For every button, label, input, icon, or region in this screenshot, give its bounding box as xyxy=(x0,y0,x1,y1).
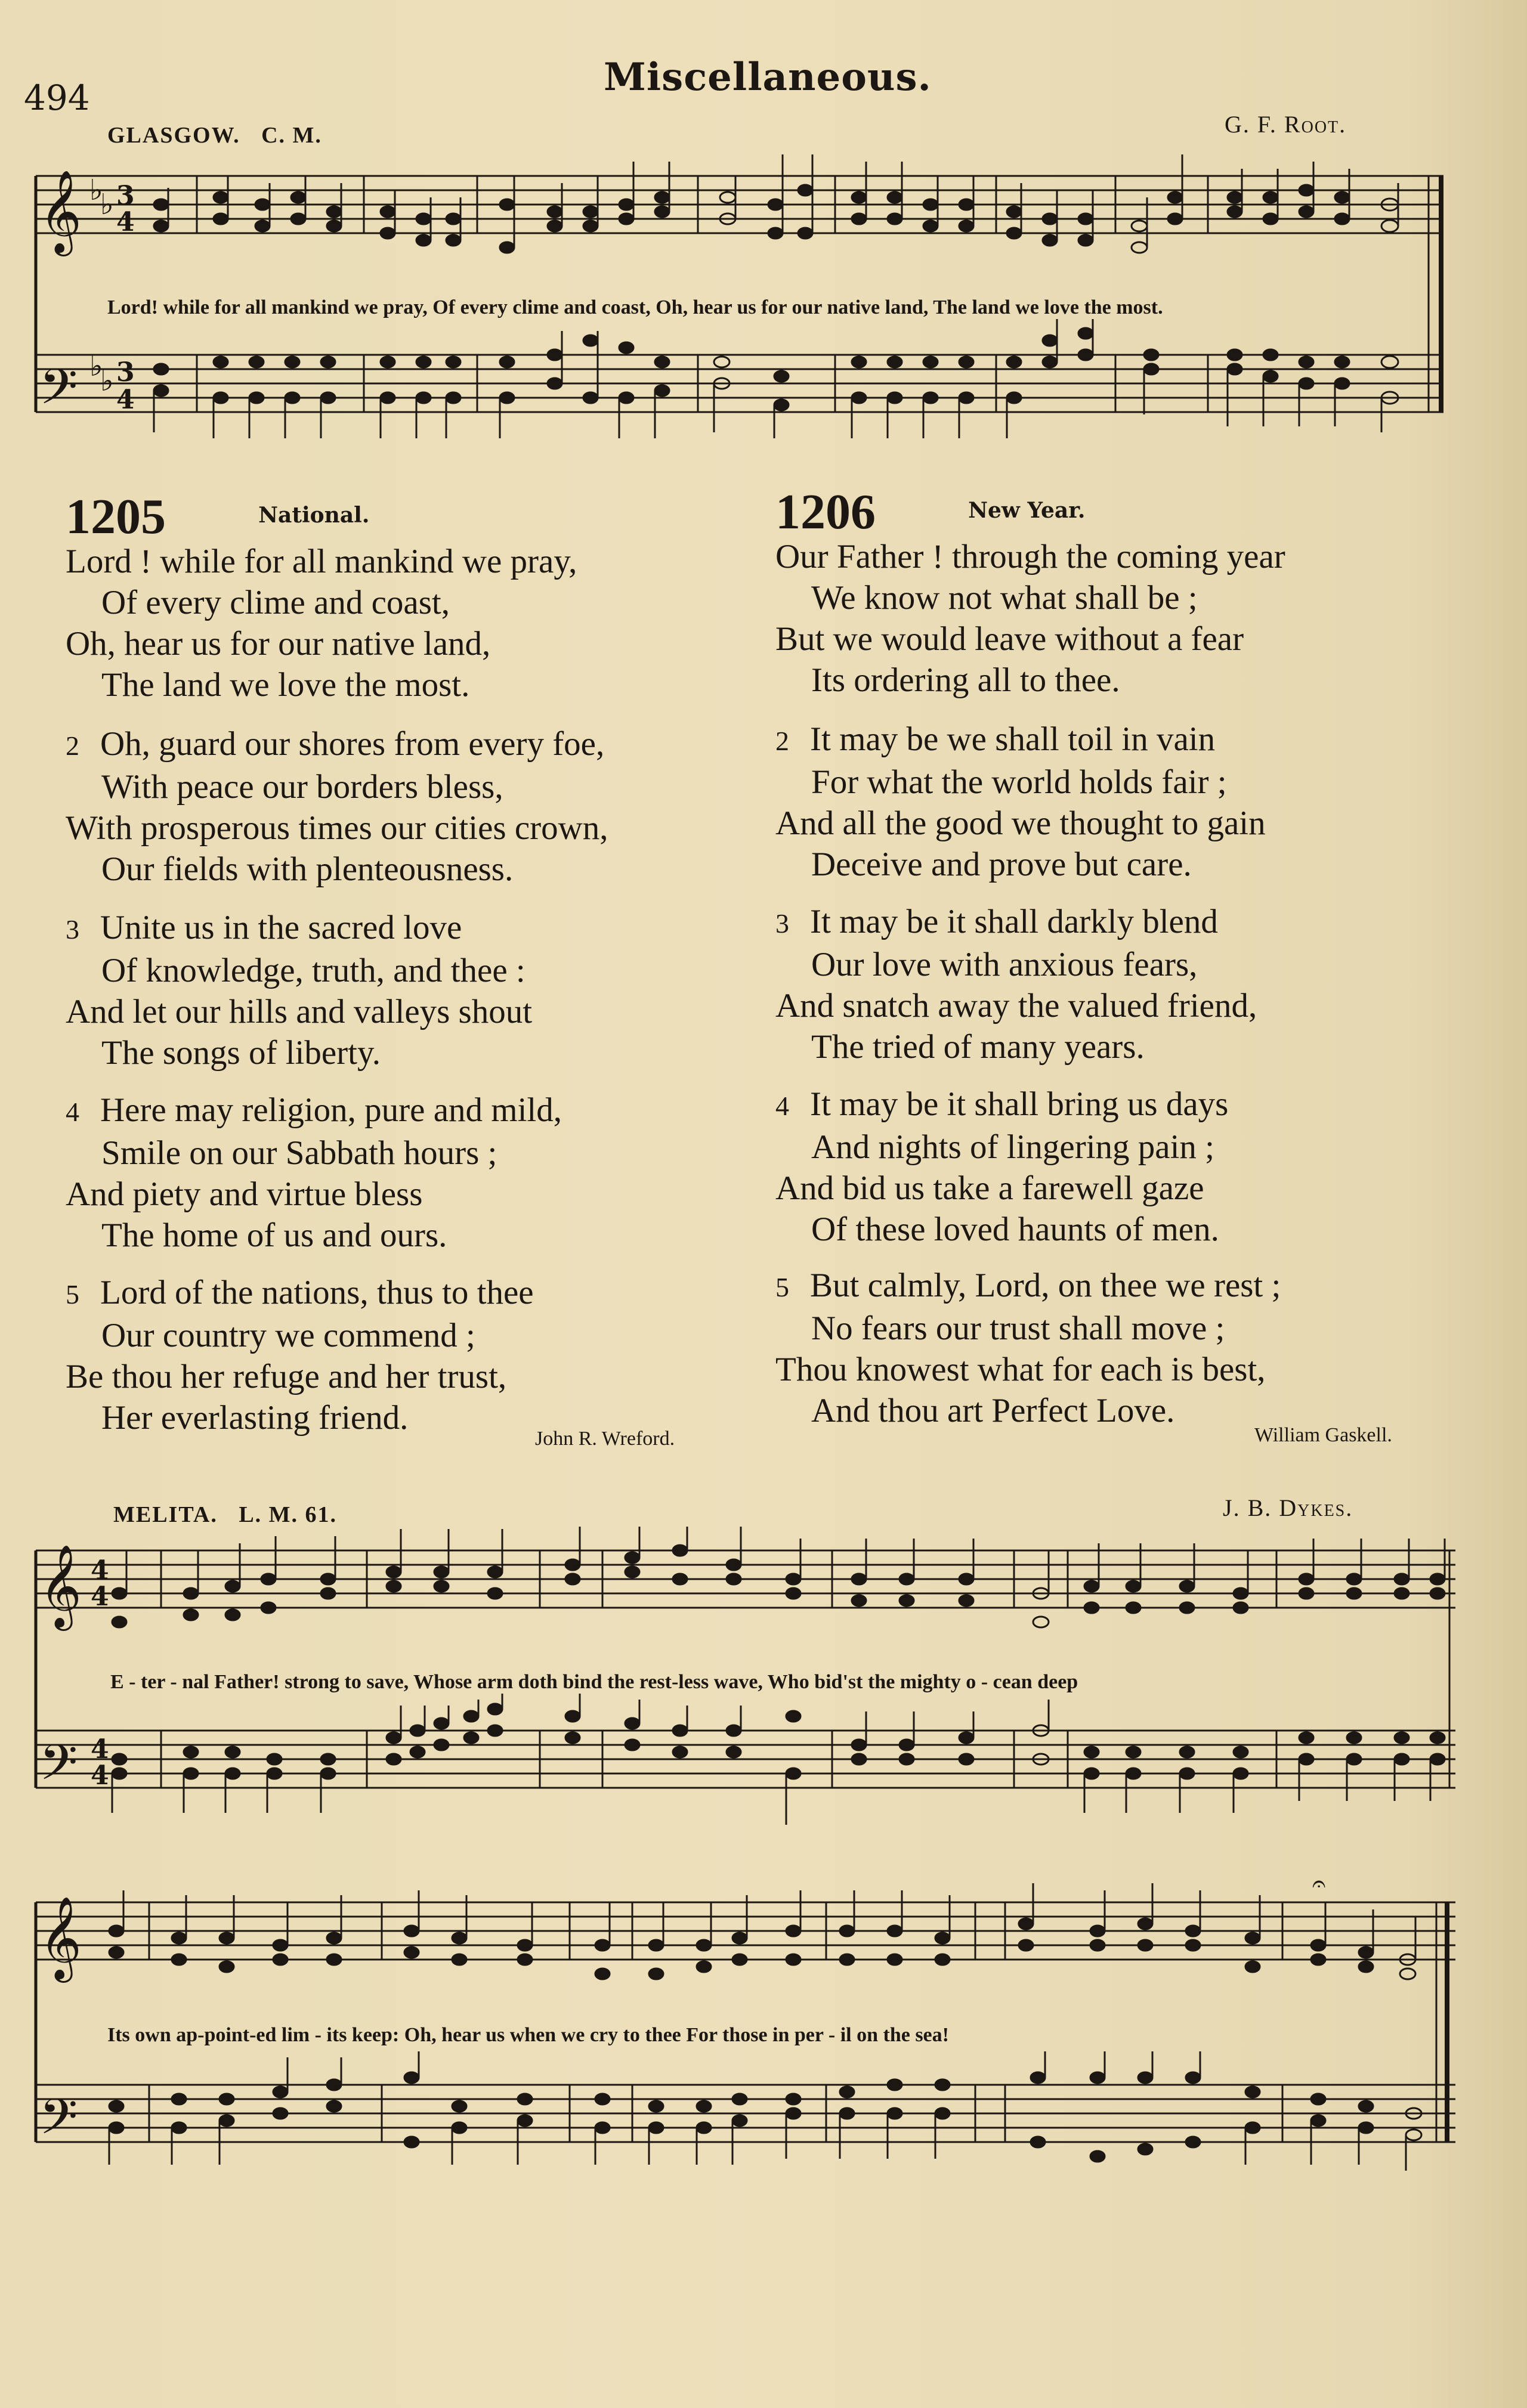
clefs xyxy=(39,1878,1325,2158)
verse-line: Its ordering all to thee. xyxy=(811,661,1120,699)
verse-line: And let our hills and valleys shout xyxy=(66,993,533,1030)
flat-sign: ♭ xyxy=(89,174,103,207)
bass-notes xyxy=(154,319,1398,438)
verse-line: And bid us take a farewell gaze xyxy=(775,1169,1204,1207)
hymn-1206-header xyxy=(775,483,1085,541)
verse-line: The tried of many years. xyxy=(811,1028,1145,1066)
stanza-number: 4 xyxy=(775,1091,789,1121)
verse-line: It may be it shall darkly blend xyxy=(810,903,1218,940)
verse-line: We know not what shall be ; xyxy=(811,579,1198,617)
verse-line: The home of us and ours. xyxy=(101,1217,447,1254)
verse-line: Deceive and prove but care. xyxy=(811,846,1192,883)
time-signature: 4 xyxy=(91,1734,109,1765)
verse-line: No fears our trust shall move ; xyxy=(811,1310,1225,1347)
time-signature: 4 xyxy=(91,1760,109,1791)
time-signature: 3 xyxy=(116,357,135,388)
treble-clef: 𝄞 xyxy=(39,1545,82,1627)
verse-line: Smile on our Sabbath hours ; xyxy=(101,1134,497,1172)
tune1-meter: C. M. xyxy=(261,123,322,148)
flat-sign: ♭ xyxy=(100,188,114,221)
time-signature: 4 xyxy=(91,1555,109,1586)
flat-sign: ♭ xyxy=(100,364,114,398)
hymn-1205-stanza-5 xyxy=(66,1272,534,1438)
time-signature: 4 xyxy=(116,385,135,415)
time-signature: 4 xyxy=(116,207,135,237)
verse-line: Of every clime and coast, xyxy=(101,584,450,621)
verse-line: Of these loved haunts of men. xyxy=(811,1211,1219,1248)
hymn-1206-stanza-4 xyxy=(775,1084,1228,1250)
hymn-1205-stanza-1 xyxy=(66,541,577,705)
bass-clef: 𝄢 xyxy=(39,2088,78,2158)
hymn-1206-author: William Gaskell. xyxy=(1254,1424,1392,1446)
verse-line: Oh, guard our shores from every foe, xyxy=(100,725,605,763)
verse-line: And thou art Perfect Love. xyxy=(811,1392,1175,1429)
bass-notes xyxy=(109,2051,1421,2171)
verse-line: And all the good we thought to gain xyxy=(775,804,1266,842)
verse-line: Our fields with plenteousness. xyxy=(101,850,514,888)
verse-line: Of knowledge, truth, and thee : xyxy=(101,952,526,989)
verse-line: The songs of liberty. xyxy=(101,1034,381,1072)
verse-line: Lord of the nations, thus to thee xyxy=(100,1274,534,1311)
verse-line: Oh, hear us for our native land, xyxy=(66,625,491,663)
flat-sign: ♭ xyxy=(89,349,103,383)
tune2-underlay-1: E - ter - nal Father! strong to save, Whose arm doth bind the rest-less wave, Who bid'st the mighty o - cean deep xyxy=(110,1671,1078,1693)
stanza-number: 2 xyxy=(66,731,79,761)
verse-line: Here may religion, pure and mild, xyxy=(100,1091,562,1129)
hymn-1206-stanza-3 xyxy=(775,901,1257,1067)
fermata-sign: 𝄐 xyxy=(1312,1878,1326,1898)
clefs-and-signatures xyxy=(39,1545,109,1803)
tune1-heading xyxy=(107,122,322,148)
time-signature: 3 xyxy=(116,181,135,211)
verse-line: It may be we shall toil in vain xyxy=(810,720,1216,758)
tune1-underlay: Lord! while for all mankind we pray, Of every clime and coast, Oh, hear us for our native land, The land we love the most. xyxy=(107,296,1163,318)
hymn-1205-stanza-2 xyxy=(66,723,608,890)
tune2-name: MELITA. xyxy=(113,1502,218,1527)
bass-clef: 𝄢 xyxy=(39,1734,78,1803)
stanza-number: 3 xyxy=(775,908,789,939)
verse-line: And piety and virtue bless xyxy=(66,1175,423,1213)
hymn-subject: New Year. xyxy=(968,498,1086,523)
hymn-number: 1206 xyxy=(775,484,876,540)
verse-line: For what the world holds fair ; xyxy=(811,763,1227,801)
verse-line: Be thou her refuge and her trust, xyxy=(66,1358,507,1395)
verse-line: Our Father ! through the coming year xyxy=(775,538,1285,575)
tune1-composer: G. F. Root. xyxy=(1225,111,1347,138)
hymn-1205-header xyxy=(66,488,369,546)
verse-line: But we would leave without a fear xyxy=(775,620,1244,658)
verse-line: Her everlasting friend. xyxy=(101,1399,409,1437)
verse-line: And snatch away the valued friend, xyxy=(775,987,1257,1025)
stanza-number: 5 xyxy=(775,1272,789,1302)
stanza-number: 4 xyxy=(66,1097,79,1127)
verse-line: But calmly, Lord, on thee we rest ; xyxy=(810,1267,1281,1304)
verse-line: With prosperous times our cities crown, xyxy=(66,809,608,847)
verse-line: The land we love the most. xyxy=(101,666,470,704)
time-signature: 4 xyxy=(91,1581,109,1612)
verse-line: Thou knowest what for each is best, xyxy=(775,1351,1266,1388)
stanza-number: 2 xyxy=(775,726,789,756)
tune2-heading xyxy=(113,1502,337,1528)
tune2-meter: L. M. 61. xyxy=(239,1502,338,1527)
verse-line: And nights of lingering pain ; xyxy=(811,1128,1215,1166)
bass-clef: 𝄢 xyxy=(39,358,78,428)
treble-clef: 𝄞 xyxy=(39,1896,82,1979)
hymn-subject: National. xyxy=(258,503,370,528)
verse-line: It may be it shall bring us days xyxy=(810,1085,1229,1123)
hymn-1206-stanza-5 xyxy=(775,1265,1281,1431)
running-head: Miscellaneous. xyxy=(604,55,932,100)
treble-clef: 𝄞 xyxy=(39,170,82,253)
hymn-1206-stanza-1 xyxy=(775,536,1285,701)
hymn-number: 1205 xyxy=(66,489,166,544)
treble-notes xyxy=(112,1527,1445,1627)
page-number: 494 xyxy=(24,78,90,118)
verse-line: Lord ! while for all mankind we pray, xyxy=(66,543,577,580)
verse-line: Our love with anxious fears, xyxy=(811,946,1198,983)
tune2-composer: J. B. Dykes. xyxy=(1223,1494,1353,1521)
hymn-1205-stanza-3 xyxy=(66,907,532,1073)
stanza-number: 5 xyxy=(66,1279,79,1310)
tune1-name: GLASGOW. xyxy=(107,123,240,148)
hymn-1206-stanza-2 xyxy=(775,719,1266,885)
hymn-1205-stanza-4 xyxy=(66,1090,562,1256)
verse-line: Our country we commend ; xyxy=(101,1317,475,1354)
hymn-1205-author: John R. Wreford. xyxy=(535,1428,675,1450)
stanza-number: 3 xyxy=(66,914,79,945)
verse-line: With peace our borders bless, xyxy=(101,768,503,806)
tune2-underlay-2: Its own ap-point-ed lim - its keep: Oh, hear us when we cry to thee For those in per - il on the sea! xyxy=(107,2024,949,2046)
verse-line: Unite us in the sacred love xyxy=(100,909,462,946)
